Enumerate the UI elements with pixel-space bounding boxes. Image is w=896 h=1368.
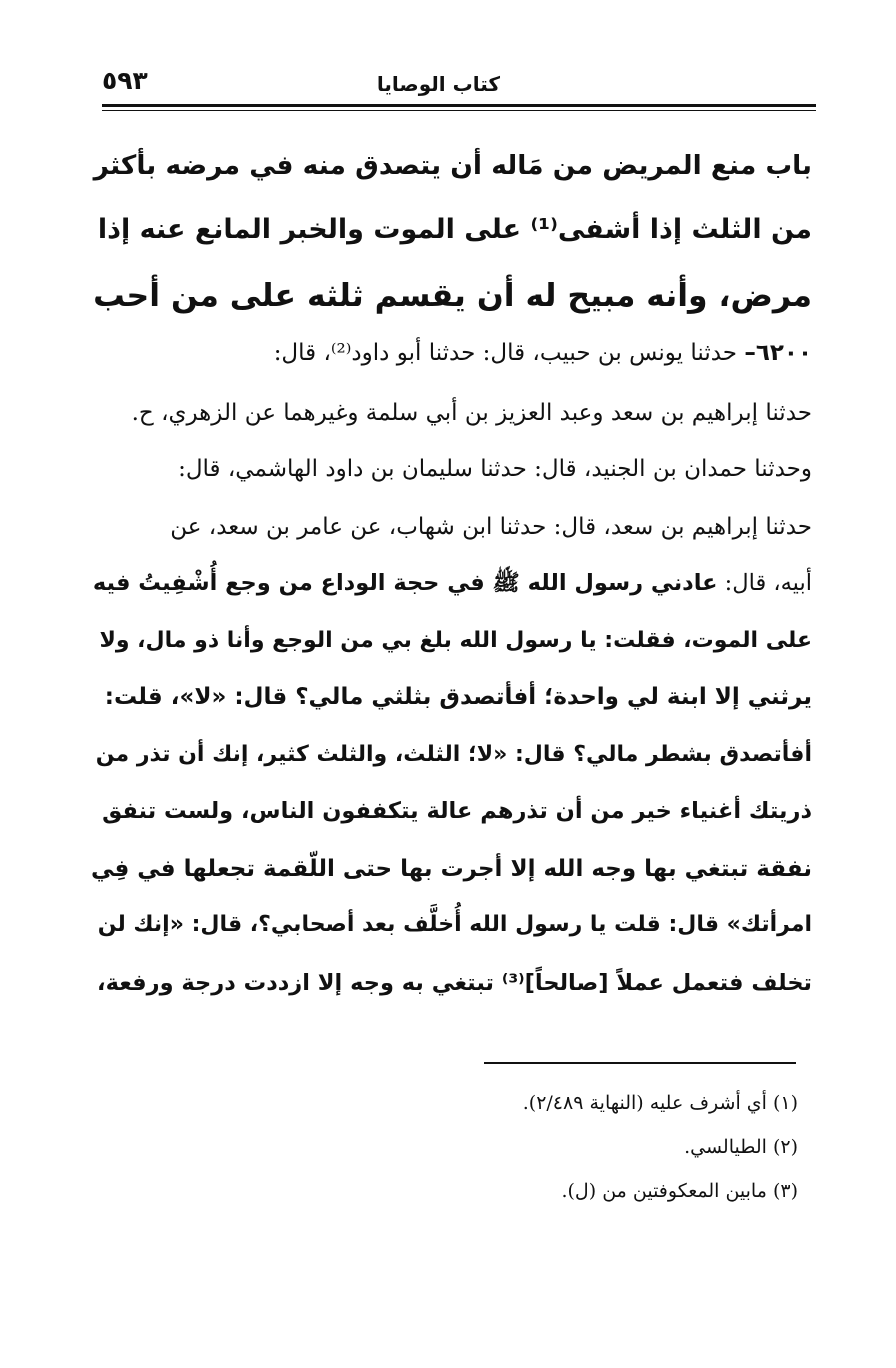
hadith-number: ٦٢٠٠– [744,340,812,366]
footnote-2: (٢) الطيالسي. [684,1136,798,1158]
hadith-text-5-bold: عادني رسول الله ﷺ في حجة الوداع من وجع أُشْفِيتُ فيه [92,570,718,596]
hadith-line-2: حدثنا إبراهيم بن سعد وعبد العزيز بن أبي سلمة وغيرهما عن الزهري، ح. [131,400,812,426]
footnote-1: (١) أي أشرف عليه (النهاية ٢/٤٨٩). [522,1092,798,1114]
hadith-text-5-plain: أبيه، قال: [717,570,812,596]
header-rule-thick [102,104,816,107]
running-header [102,66,816,106]
running-title: كتاب الوصايا [376,72,500,96]
page-number: ٥٩٣ [102,66,148,95]
header-rule-thin [102,110,816,111]
hadith-line-11: امرأتك» قال: قلت يا رسول الله أُخلَّف بعد أصحابي؟، قال: «إنك لن [97,912,812,937]
hadith-line-6: على الموت، فقلت: يا رسول الله بلغ بي من الوجع وأنا ذو مال، ولا [99,628,812,653]
chapter-heading-line-1: باب منع المريض من مَاله أن يتصدق منه في مرضه بأكثر [93,150,812,181]
hadith-line-10: نفقة تبتغي بها وجه الله إلا أجرت بها حتى اللّقمة تجعلها في فِي [90,856,812,882]
hadith-line-1 [92,340,812,366]
footnote-separator [484,1062,796,1064]
hadith-text-1: حدثنا يونس بن حبيب، قال: حدثنا أبو داود⁽²⁾، قال: [273,340,738,366]
hadith-line-8: أفأتصدق بشطر مالي؟ قال: «لا؛ الثلث، والثلث كثير، إنك أن تذر من [95,742,812,767]
chapter-heading-line-3: مرض، وأنه مبيح له أن يقسم ثلثه على من أحب [93,278,812,314]
hadith-line-5 [92,570,812,602]
hadith-line-7: يرثني إلا ابنة لي واحدة؛ أفأتصدق بثلثي مالي؟ قال: «لا»، قلت: [104,684,812,710]
hadith-line-3: وحدثنا حمدان بن الجنيد، قال: حدثنا سليمان بن داود الهاشمي، قال: [178,456,812,482]
chapter-heading-line-2: من الثلث إذا أشفى⁽¹⁾ على الموت والخبر المانع عنه إذا [97,214,812,245]
footnote-3: (٣) مابين المعكوفتين من (ل). [561,1180,798,1202]
hadith-line-9: ذريتك أغنياء خير من أن تذرهم عالة يتكففون الناس، ولست تنفق [102,798,812,824]
hadith-line-12: تخلف فتعمل عملاً [صالحاً]⁽³⁾ تبتغي به وجه إلا ازددت درجة ورفعة، [97,970,812,996]
hadith-line-4: حدثنا إبراهيم بن سعد، قال: حدثنا ابن شهاب، عن عامر بن سعد، عن [170,514,812,540]
